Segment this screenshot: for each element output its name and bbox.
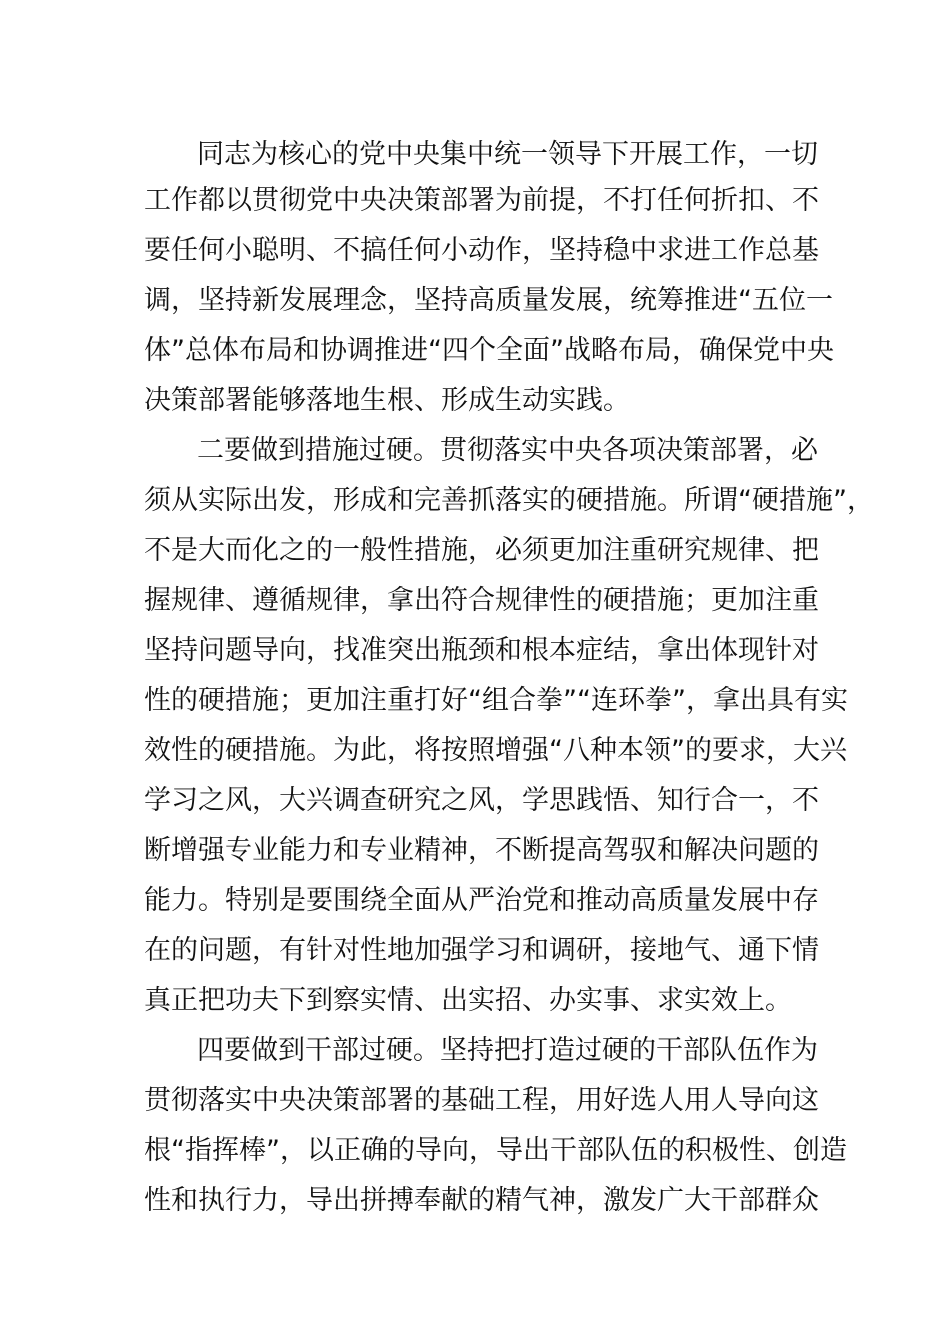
text-line: 学习之风，大兴调查研究之风，学思践悟、知行合一，不: [144, 785, 819, 816]
text-line: 不是大而化之的一般性措施，必须更加注重研究规律、把: [144, 535, 819, 566]
text-line: 根“指挥棒”，以正确的导向，导出干部队伍的积极性、创造: [144, 1135, 847, 1166]
text-line: 调，坚持新发展理念，坚持高质量发展，统筹推进“五位一: [144, 285, 833, 316]
text-line: 同志为核心的党中央集中统一领导下开展工作，一切: [197, 139, 818, 170]
text-line: 性的硬措施；更加注重打好“组合拳”“连环拳”，拿出具有实: [144, 685, 848, 716]
text-line: 贯彻落实中央决策部署的基础工程，用好选人用人导向这: [144, 1085, 819, 1116]
text-line: 真正把功夫下到察实情、出实招、办实事、求实效上。: [144, 985, 792, 1016]
text-line: 须从实际出发，形成和完善抓落实的硬措施。所谓“硬措施”，: [144, 485, 874, 516]
text-line: 能力。特别是要围绕全面从严治党和推动高质量发展中存: [144, 885, 819, 916]
text-line: 握规律、遵循规律，拿出符合规律性的硬措施；更加注重: [144, 585, 819, 616]
text-line: 要任何小聪明、不搞任何小动作，坚持稳中求进工作总基: [144, 235, 819, 266]
text-line: 决策部署能够落地生根、形成生动实践。: [144, 385, 630, 416]
text-line: 断增强专业能力和专业精神，不断提高驾驭和解决问题的: [144, 835, 819, 866]
text-line: 工作都以贯彻党中央决策部署为前提，不打任何折扣、不: [144, 185, 819, 216]
text-line: 二要做到措施过硬。贯彻落实中央各项决策部署，必: [197, 435, 818, 466]
text-line: 体”总体布局和协调推进“四个全面”战略布局，确保党中央: [144, 335, 834, 366]
text-line: 效性的硬措施。为此，将按照增强“八种本领”的要求，大兴: [144, 735, 847, 766]
text-line: 性和执行力，导出拼搏奉献的精气神，激发广大干部群众: [144, 1185, 819, 1216]
text-line: 在的问题，有针对性地加强学习和调研，接地气、通下情: [144, 935, 819, 966]
text-line: 四要做到干部过硬。坚持把打造过硬的干部队伍作为: [197, 1035, 818, 1066]
text-line: 坚持问题导向，找准突出瓶颈和根本症结，拿出体现针对: [144, 635, 819, 666]
